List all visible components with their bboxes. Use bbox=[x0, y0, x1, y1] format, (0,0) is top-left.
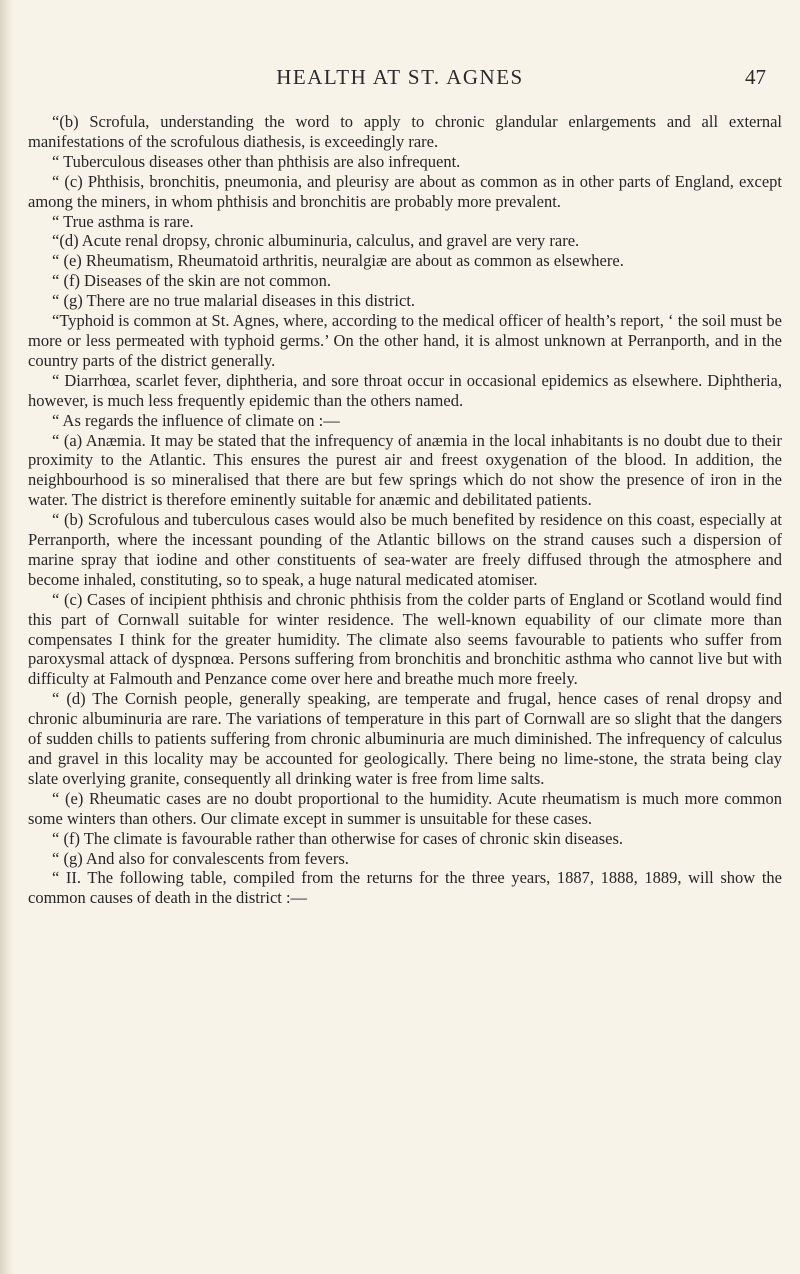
paragraph-convalescents: “ (g) And also for convalescents from fevers. bbox=[52, 848, 349, 868]
paragraph-diarrhoea: “ Diarrhœa, scarlet fever, diphtheria, and sore throat occur in occasional epidemics as elsewhere. Diphtheria, however, is much less frequently epidemic than the others named. bbox=[28, 370, 782, 410]
paragraph-table-intro: “ II. The following table, compiled from the returns for the three years, 1887, 1888, 1889, will show the common causes of death in the district :— bbox=[28, 868, 782, 908]
running-head bbox=[0, 62, 800, 92]
paragraph-anaemia: “ (a) Anæmia. It may be stated that the infrequency of anæmia in the local inhabitants is no doubt due to their proximity to the Atlantic. This ensures the purest air and freest oxygenation of the blood. In addition, the neighbourhood is so mineralised that there are but few springs which do not show the presence of iron in the water. The district is therefore eminently suitable for anæmic and debilitated patients. bbox=[28, 430, 782, 510]
paragraph-phthisis-cases: “ (c) Cases of incipient phthisis and chronic phthisis from the colder parts of England or Scotland would find this part of Cornwall suitable for winter residence. The well-known equability of our climate more than compensates I think for the greater humidity. The climate also seems favourable to patients who suffer from paroxysmal attack of dyspnœa. Persons suffering from bronchitis and bronchitic asthma who cannot live but with difficulty at Falmouth and Penzance come over here and breathe much more freely. bbox=[28, 589, 782, 689]
paragraph-skin-climate: “ (f) The climate is favourable rather than otherwise for cases of chronic skin diseases. bbox=[52, 828, 624, 848]
paragraph-scrofula: “(b) Scrofula, understanding the word to apply to chronic glandular enlargements and all external manifestations of the scrofulous diathesis, is exceedingly rare. bbox=[28, 112, 782, 151]
paragraph-climate-intro: “ As regards the influence of climate on :— bbox=[52, 410, 340, 430]
paragraph-rheumatic-cases: “ (e) Rheumatic cases are no doubt proportional to the humidity. Acute rheumatism is much more common some winters than others. Our climate except in summer is unsuitable for these cases. bbox=[28, 788, 782, 828]
paragraph-skin-diseases: “ (f) Diseases of the skin are not common. bbox=[52, 271, 332, 291]
paragraph-asthma: “ True asthma is rare. bbox=[52, 211, 194, 231]
body-text bbox=[28, 112, 782, 908]
page-gutter-shadow bbox=[0, 0, 14, 1274]
paragraph-rheumatism: “ (e) Rheumatism, Rheumatoid arthritis, neuralgiæ are about as common as elsewhere. bbox=[52, 251, 624, 271]
paragraph-cornish-people: “ (d) The Cornish people, generally speaking, are temperate and frugal, hence cases of renal dropsy and chronic albuminuria are rare. The variations of temperature in this part of Cornwall are so slight that the dangers of sudden chills to patients suffering from chronic albuminuria are much diminished. The infrequency of calculus and gravel in this locality may be accounted for geologically. There being no lime-stone, the strata being clay slate overlying granite, consequently all drinking water is free from lime salts. bbox=[28, 689, 782, 788]
paragraph-renal-dropsy: “(d) Acute renal dropsy, chronic albuminuria, calculus, and gravel are very rare. bbox=[52, 231, 580, 251]
paragraph-phthisis: “ (c) Phthisis, bronchitis, pneumonia, and pleurisy are about as common as in other parts of England, except among the miners, in whom phthisis and bronchitis are probably more prevalent. bbox=[28, 171, 782, 211]
paragraph-tuberculous: “ Tuberculous diseases other than phthisis are also infrequent. bbox=[52, 151, 461, 171]
page-number: 47 bbox=[745, 65, 766, 89]
running-title: HEALTH AT ST. AGNES bbox=[276, 65, 524, 89]
paragraph-scrofulous-cases: “ (b) Scrofulous and tuberculous cases would also be much benefited by residence on this coast, especially at Perranporth, where the incessant pounding of the Atlantic billows on the strand causes such a dispersion of marine spray that iodine and other constituents of sea-water are freely diffused through the atmosphere and become inhaled, constituting, so to speak, a huge natural medicated atomiser. bbox=[28, 510, 782, 589]
paragraph-malarial: “ (g) There are no true malarial diseases in this district. bbox=[52, 291, 416, 311]
paragraph-typhoid: “Typhoid is common at St. Agnes, where, according to the medical officer of health’s report, ‘ the soil must be more or less permeated with typhoid germs.’ On the other hand, it is almost unknown at Perranporth, and in the country parts of the district generally. bbox=[28, 311, 782, 370]
